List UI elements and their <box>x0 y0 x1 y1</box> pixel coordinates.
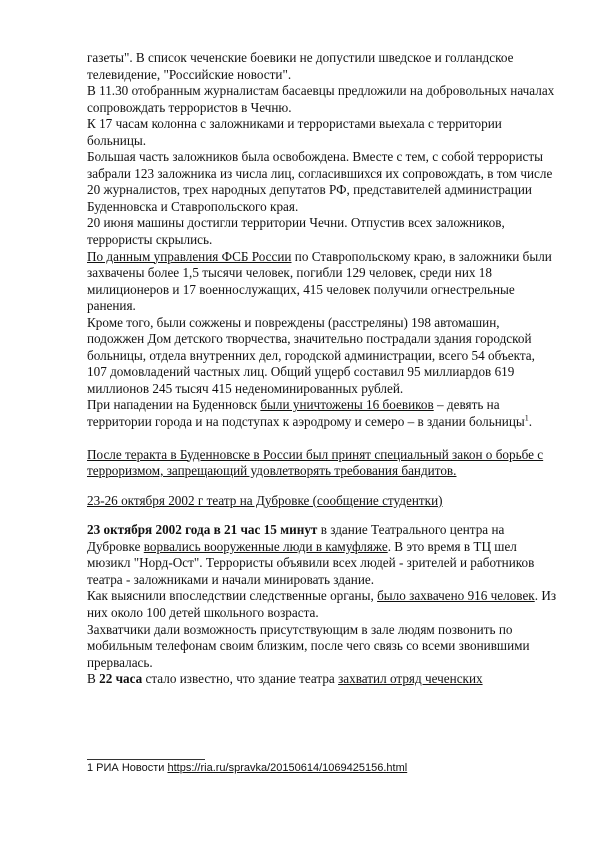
paragraph <box>87 397 557 430</box>
paragraph-text: При нападении на Буденновск <box>87 397 261 413</box>
fsb-data-link[interactable]: По данным управления ФСБ России <box>87 248 292 264</box>
paragraph: В 11.30 отобранным журналистам басаевцы предложили на добровольных началах сопровождать террористов в Чечню. <box>87 83 555 115</box>
paragraph-text: . <box>528 414 533 430</box>
paragraph: Большая часть заложников была освобождена. Вместе с тем, с собой террористы забрали 123 заложника из числа лиц, согласившихся их сопровождать, в том числе 20 журналистов, трех народных депутатов РФ, представителей администрации Буденновска и Ставропольского края. <box>87 149 553 214</box>
bold-date: 23 октября 2002 года в 21 час 15 минут <box>87 522 318 538</box>
militants-destroyed-link[interactable]: были уничтожены 16 боевиков <box>260 397 434 413</box>
paragraph <box>87 249 557 315</box>
paragraph-text: . Из них около 100 детей школьного возраста. <box>87 588 557 620</box>
hostages-count-link[interactable]: было захвачено 916 человек <box>377 588 535 604</box>
armed-men-link[interactable]: ворвались вооруженные люди в камуфляже <box>143 538 388 554</box>
paragraph-text: в здание Театрального центра на Дубровке <box>87 522 505 554</box>
paragraph: газеты". В список чеченские боевики не допустили шведское и голландское телевидение, "Российские новости". <box>87 50 514 82</box>
paragraph: 20 июня машины достигли территории Чечни. Отпустив всех заложников, террористы скрылись. <box>87 215 505 248</box>
paragraph: Захватчики дали возможность присутствующим в зале людям позвонить по мобильным телефонам своим близким, после чего связь со всеми звонившими прервалась. <box>87 621 530 670</box>
paragraph <box>87 671 557 688</box>
footnote-separator <box>87 759 205 760</box>
paragraph-text: . В это время в ТЦ шел мюзикл "Норд-Ост". Террористы объявили всех людей - зрителей и работников театра - заложниками и начали минировать здание. <box>87 538 535 587</box>
paragraph-text: Как выяснили впоследствии следственные органы, <box>87 588 378 604</box>
footnote-source: РИА Новости <box>93 762 168 774</box>
document-body <box>87 50 557 688</box>
footnote <box>87 762 557 775</box>
paragraph <box>87 522 557 588</box>
bold-time: 22 часа <box>99 671 143 687</box>
paragraph <box>87 588 557 621</box>
paragraph: К 17 часам колонна с заложниками и террористами выехала с территории больницы. <box>87 116 502 148</box>
footnote-url-link[interactable]: https://ria.ru/spravka/20150614/1069425156.html <box>167 762 408 774</box>
paragraph-text: стало известно, что здание театра <box>142 671 339 687</box>
paragraph-text: по Ставропольскому краю, в заложники были захвачены более 1,5 тысячи человек, погибли 129 человек, среди них 18 милиционеров и 17 военнослужащих, 415 человек получили огнестрельные ранения. <box>87 248 552 314</box>
section-heading: 23-26 октября 2002 г театр на Дубровке (сообщение студентки) <box>87 492 443 508</box>
paragraph: Кроме того, были сожжены и повреждены (расстреляны) 198 автомашин, подожжен Дом детского творчества, значительно пострадали здания городской больницы, отдела внутренних дел, городской администрации, всего 54 объекта, 107 домовладений частных лиц. Общий ущерб составил 95 миллиардов 619 миллионов 245 тысяч 415 неденоминированных рублей. <box>87 314 535 396</box>
law-statement: После теракта в Буденновске в России был принят специальный закон о борьбе с терроризмом, запрещающий удовлетворять требования бандитов. <box>87 446 544 479</box>
paragraph-text: В <box>87 671 100 687</box>
chechen-squad-link[interactable]: захватил отряд чеченских <box>338 671 483 687</box>
paragraph-text: – девять на территории города и на подступах к аэродрому и семеро – в здании больницы <box>87 397 525 430</box>
footnote-number: 1 <box>87 762 94 774</box>
footnote-reference[interactable]: 1 <box>524 413 529 423</box>
